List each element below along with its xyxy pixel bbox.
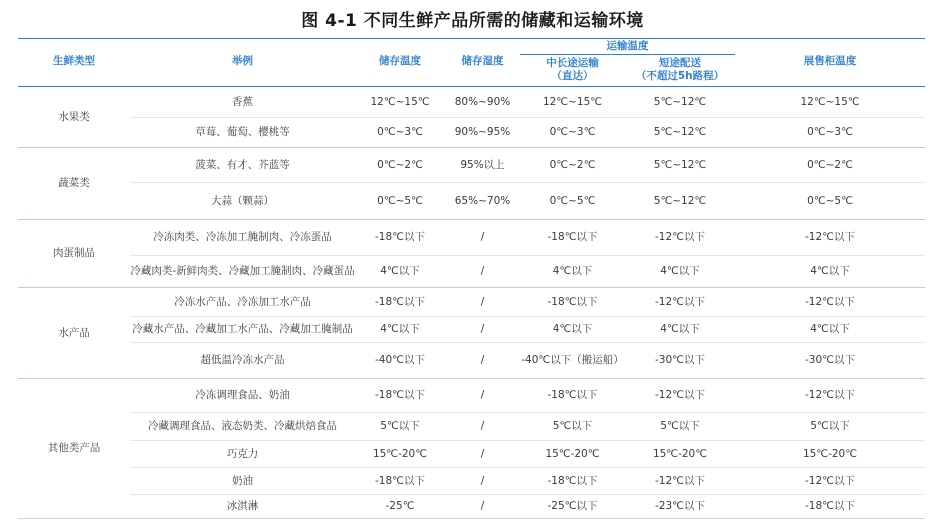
header-long-haul-line1: 中长途运输 <box>546 57 599 69</box>
row-rule <box>130 342 925 343</box>
cell-long-haul-temp: 5℃以下 <box>552 420 593 432</box>
cell-example: 奶油 <box>232 474 253 487</box>
row-rule <box>130 494 925 495</box>
header-long-haul-line2: （直达） <box>551 70 594 82</box>
cell-long-haul-temp: -40℃以下（搬运船） <box>521 354 624 366</box>
cell-display-temp: -12℃以下 <box>805 389 855 401</box>
cell-display-temp: 0℃~5℃ <box>807 194 853 207</box>
group-rule <box>18 147 925 148</box>
cell-long-haul-temp: 4℃以下 <box>552 265 593 277</box>
cell-storage-humidity: / <box>480 389 485 401</box>
cell-long-haul-temp: 0℃~5℃ <box>549 194 596 207</box>
cell-display-temp: 12℃~15℃ <box>800 95 860 108</box>
cell-storage-temp: 5℃以下 <box>380 420 420 432</box>
cell-storage-temp: -18℃以下 <box>375 474 425 487</box>
header-short-haul <box>625 57 735 83</box>
cell-short-haul-temp: -12℃以下 <box>655 295 705 308</box>
group-rule <box>18 219 925 220</box>
row-rule <box>130 182 925 183</box>
cell-storage-temp: -40℃以下 <box>375 354 425 366</box>
cell-storage-humidity: 80%~90% <box>454 95 511 108</box>
row-rule <box>130 255 925 256</box>
cell-example: 香蕉 <box>232 95 253 108</box>
cell-example: 冷冻肉类、冷冻加工腌制肉、冷冻蛋品 <box>153 231 332 243</box>
cell-storage-humidity: 90%~95% <box>454 126 511 138</box>
cell-display-temp: -12℃以下 <box>805 295 855 308</box>
cell-example: 冷冻水产品、冷冻加工水产品 <box>174 295 311 308</box>
cell-display-temp: -12℃以下 <box>805 474 855 487</box>
cell-storage-temp: 4℃以下 <box>380 323 420 335</box>
row-rule <box>130 117 925 118</box>
cell-long-haul-temp: 15℃-20℃ <box>545 447 600 460</box>
row-rule <box>130 440 925 441</box>
cell-storage-temp: -18℃以下 <box>375 295 425 308</box>
cell-storage-humidity: / <box>480 420 485 432</box>
group-label: 蔬菜类 <box>58 177 90 189</box>
cell-storage-temp: 0℃~2℃ <box>377 158 423 171</box>
group-rule <box>18 287 925 288</box>
cell-storage-humidity: / <box>480 265 485 277</box>
row-rule <box>130 467 925 468</box>
cell-example: 巧克力 <box>226 447 259 460</box>
cell-short-haul-temp: -12℃以下 <box>655 231 705 243</box>
header-long-haul <box>520 57 625 83</box>
cell-short-haul-temp: -23℃以下 <box>655 500 705 512</box>
transport-header-rule <box>520 54 735 55</box>
cell-example: 冷冻调理食品、奶油 <box>195 389 290 401</box>
group-rule <box>18 378 925 379</box>
header-short-haul-line1: 短途配送 <box>659 57 701 69</box>
cell-storage-humidity: / <box>480 500 485 512</box>
cell-storage-temp: -18℃以下 <box>375 389 425 401</box>
cell-display-temp: 4℃以下 <box>810 323 850 335</box>
cell-long-haul-temp: -18℃以下 <box>547 389 598 401</box>
cell-short-haul-temp: 5℃~12℃ <box>653 194 707 207</box>
cell-storage-temp: 4℃以下 <box>380 265 420 277</box>
header-example: 举例 <box>232 55 253 67</box>
cell-storage-temp: 12℃~15℃ <box>370 95 430 108</box>
cell-display-temp: 5℃以下 <box>810 420 850 432</box>
cell-storage-temp: -18℃以下 <box>375 231 425 243</box>
table-top-rule <box>18 38 925 39</box>
cell-short-haul-temp: 5℃~12℃ <box>653 95 707 108</box>
header-short-haul-line2: （不超过5h路程） <box>635 70 725 82</box>
cell-display-temp: 0℃~2℃ <box>807 158 853 171</box>
cell-short-haul-temp: 5℃~12℃ <box>653 158 707 171</box>
cell-short-haul-temp: -12℃以下 <box>655 474 705 487</box>
cell-short-haul-temp: 5℃以下 <box>660 420 700 432</box>
cell-storage-humidity: / <box>480 231 485 243</box>
row-rule <box>130 316 925 317</box>
cell-short-haul-temp: -12℃以下 <box>655 389 705 401</box>
cell-example: 冰淇淋 <box>226 500 259 512</box>
cell-display-temp: 15℃-20℃ <box>802 447 858 460</box>
cell-example: 大蒜（颗蒜） <box>211 194 274 207</box>
cell-example: 冷藏肉类-新鲜肉类、冷藏加工腌制肉、冷藏蛋品 <box>130 265 355 277</box>
cell-storage-humidity: / <box>480 295 485 308</box>
cell-short-haul-temp: -30℃以下 <box>655 354 705 366</box>
cell-storage-humidity: / <box>480 323 485 335</box>
cell-example: 菠菜、有才、芥蓝等 <box>195 158 290 171</box>
cell-storage-temp: 0℃~5℃ <box>377 194 423 207</box>
cell-storage-temp: -25℃ <box>385 500 415 512</box>
header-category: 生鲜类型 <box>53 55 95 67</box>
cell-short-haul-temp: 5℃~12℃ <box>653 126 707 138</box>
header-storage-temp: 储存温度 <box>379 55 421 67</box>
cell-long-haul-temp: 0℃~2℃ <box>549 158 596 171</box>
cell-example: 冷藏水产品、冷藏加工水产品、冷藏加工腌制品 <box>132 323 353 335</box>
figure-title: 图 4-1 不同生鲜产品所需的储藏和运输环境 <box>301 11 644 31</box>
cell-example: 冷藏调理食品、液态奶类、冷藏烘焙食品 <box>148 420 337 432</box>
cell-storage-temp: 15℃-20℃ <box>372 447 428 460</box>
group-label: 肉蛋制品 <box>53 247 95 259</box>
table-bottom-rule <box>18 518 925 519</box>
header-storage-humidity: 储存湿度 <box>461 55 504 67</box>
cell-short-haul-temp: 4℃以下 <box>660 323 700 335</box>
cell-long-haul-temp: 4℃以下 <box>552 323 593 335</box>
cell-storage-temp: 0℃~3℃ <box>377 126 423 138</box>
cell-storage-humidity: 95%以上 <box>460 158 505 171</box>
group-label: 水产品 <box>58 326 90 339</box>
group-label: 水果类 <box>58 110 90 123</box>
cell-long-haul-temp: 12℃~15℃ <box>542 95 603 108</box>
cell-example: 超低温冷冻水产品 <box>200 354 285 366</box>
cell-display-temp: 0℃~3℃ <box>807 126 853 138</box>
cell-long-haul-temp: -25℃以下 <box>547 500 598 512</box>
cell-storage-humidity: / <box>480 474 485 487</box>
cell-storage-humidity: / <box>480 447 485 460</box>
cell-display-temp: -30℃以下 <box>805 354 855 366</box>
cell-storage-humidity: 65%~70% <box>454 194 511 207</box>
cell-short-haul-temp: 15℃-20℃ <box>652 447 708 460</box>
cell-long-haul-temp: 0℃~3℃ <box>549 126 596 138</box>
cell-long-haul-temp: -18℃以下 <box>547 474 598 487</box>
cell-storage-humidity: / <box>480 354 485 366</box>
cell-long-haul-temp: -18℃以下 <box>547 295 598 308</box>
header-transport-temp: 运输温度 <box>606 40 649 52</box>
cell-display-temp: -18℃以下 <box>805 500 855 512</box>
header-display-temp: 展售柜温度 <box>803 55 857 67</box>
cell-long-haul-temp: -18℃以下 <box>547 231 598 243</box>
row-rule <box>130 412 925 413</box>
group-label: 其他类产品 <box>47 442 101 454</box>
cell-example: 草莓、葡萄、樱桃等 <box>195 126 290 138</box>
cell-short-haul-temp: 4℃以下 <box>660 265 700 277</box>
cell-display-temp: -12℃以下 <box>805 231 855 243</box>
cell-display-temp: 4℃以下 <box>810 265 850 277</box>
header-bottom-rule <box>18 86 925 87</box>
